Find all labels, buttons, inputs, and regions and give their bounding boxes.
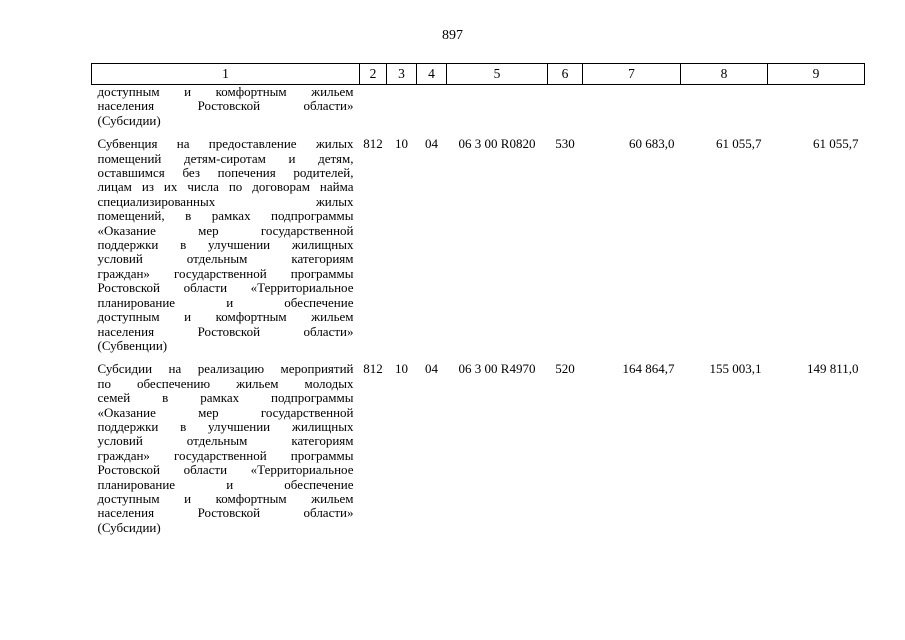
header-cell-2: 2 bbox=[360, 64, 387, 85]
description-line: (Субсидии) bbox=[97, 519, 161, 535]
description-line: граждан» государственной программы bbox=[97, 447, 354, 463]
cell-ministry: 812 bbox=[363, 361, 383, 377]
description-line: (Субсидии) bbox=[97, 112, 161, 128]
description-line: населения Ростовской области» bbox=[97, 98, 354, 114]
description-line: лицам из их числа по договорам найма bbox=[97, 179, 354, 195]
description-line: (Субвенции) bbox=[97, 337, 168, 353]
description-line: помещений детям-сиротам и детям, bbox=[97, 150, 354, 166]
description-line: Ростовской области «Территориальное bbox=[97, 280, 354, 296]
cell-section bbox=[387, 85, 417, 129]
cell-subsection bbox=[417, 85, 447, 129]
cell-subsection: 04 bbox=[425, 136, 438, 152]
cell-expense-type: 530 bbox=[555, 136, 575, 152]
cell-amount-year-3: 61 055,7 bbox=[813, 136, 859, 152]
cell-description bbox=[92, 362, 360, 535]
budget-table bbox=[91, 63, 865, 535]
description-line: Субсидии на реализацию мероприятий bbox=[97, 361, 354, 377]
description-line: населения Ростовской области» bbox=[97, 505, 354, 521]
cell-amount-year-1: 60 683,0 bbox=[629, 136, 675, 152]
cell-amount-year-3: 149 811,0 bbox=[806, 361, 859, 377]
cell-subsection: 04 bbox=[425, 361, 438, 377]
description-line: семей в рамках подпрограммы bbox=[97, 390, 354, 406]
cell-expense-type bbox=[548, 85, 583, 129]
cell-amount-year-2: 61 055,7 bbox=[716, 136, 762, 152]
cell-section: 10 bbox=[395, 361, 408, 377]
description-line: планирование и обеспечение bbox=[97, 476, 354, 492]
header-cell-9: 9 bbox=[768, 64, 865, 85]
cell-amount-year-1: 164 864,7 bbox=[622, 361, 675, 377]
cell-target-article bbox=[447, 85, 548, 129]
description-line: оставшимся без попечения родителей, bbox=[97, 165, 354, 181]
header-cell-4: 4 bbox=[417, 64, 447, 85]
table-row bbox=[92, 85, 865, 129]
cell-amount-year-3 bbox=[768, 85, 865, 129]
header-cell-8: 8 bbox=[681, 64, 768, 85]
cell-description bbox=[92, 137, 360, 353]
cell-target-article: 06 3 00 R4970 bbox=[458, 361, 536, 377]
description-line: доступным и комфортным жильем bbox=[97, 84, 354, 99]
page-number: 897 bbox=[442, 28, 463, 43]
description-line: условий отдельным категориям bbox=[97, 433, 354, 449]
cell-amount-year-2: 155 003,1 bbox=[709, 361, 762, 377]
cell-target-article: 06 3 00 R0820 bbox=[458, 136, 536, 152]
header-cell-5: 5 bbox=[447, 64, 548, 85]
header-cell-6: 6 bbox=[548, 64, 583, 85]
description-line: «Оказание мер государственной bbox=[97, 222, 354, 238]
description-line: поддержки в улучшении жилищных bbox=[97, 237, 354, 253]
description-line: по обеспечению жильем молодых bbox=[97, 375, 354, 391]
description-line: планирование и обеспечение bbox=[97, 294, 354, 310]
header-row bbox=[92, 64, 865, 85]
table-row bbox=[92, 362, 865, 535]
cell-ministry: 812 bbox=[363, 136, 383, 152]
description-line: Ростовской области «Территориальное bbox=[97, 462, 354, 478]
description-line: помещений, в рамках подпрограммы bbox=[97, 208, 354, 224]
cell-section: 10 bbox=[395, 136, 408, 152]
description-line: граждан» государственной программы bbox=[97, 265, 354, 281]
cell-amount-year-2 bbox=[681, 85, 768, 129]
table-row bbox=[92, 137, 865, 353]
header-cell-7: 7 bbox=[583, 64, 681, 85]
description-line: «Оказание мер государственной bbox=[97, 404, 354, 420]
description-line: условий отдельным категориям bbox=[97, 251, 354, 267]
cell-description bbox=[92, 85, 360, 129]
description-line: населения Ростовской области» bbox=[97, 323, 354, 339]
description-line: доступным и комфортным жильем bbox=[97, 309, 354, 325]
description-line: доступным и комфортным жильем bbox=[97, 490, 354, 506]
cell-expense-type: 520 bbox=[555, 361, 575, 377]
cell-amount-year-1 bbox=[583, 85, 681, 129]
description-line: поддержки в улучшении жилищных bbox=[97, 418, 354, 434]
cell-ministry bbox=[360, 85, 387, 129]
header-cell-1: 1 bbox=[92, 64, 360, 85]
description-line: Субвенция на предоставление жилых bbox=[97, 136, 354, 152]
description-line: специализированных жилых bbox=[97, 193, 354, 209]
header-cell-3: 3 bbox=[387, 64, 417, 85]
